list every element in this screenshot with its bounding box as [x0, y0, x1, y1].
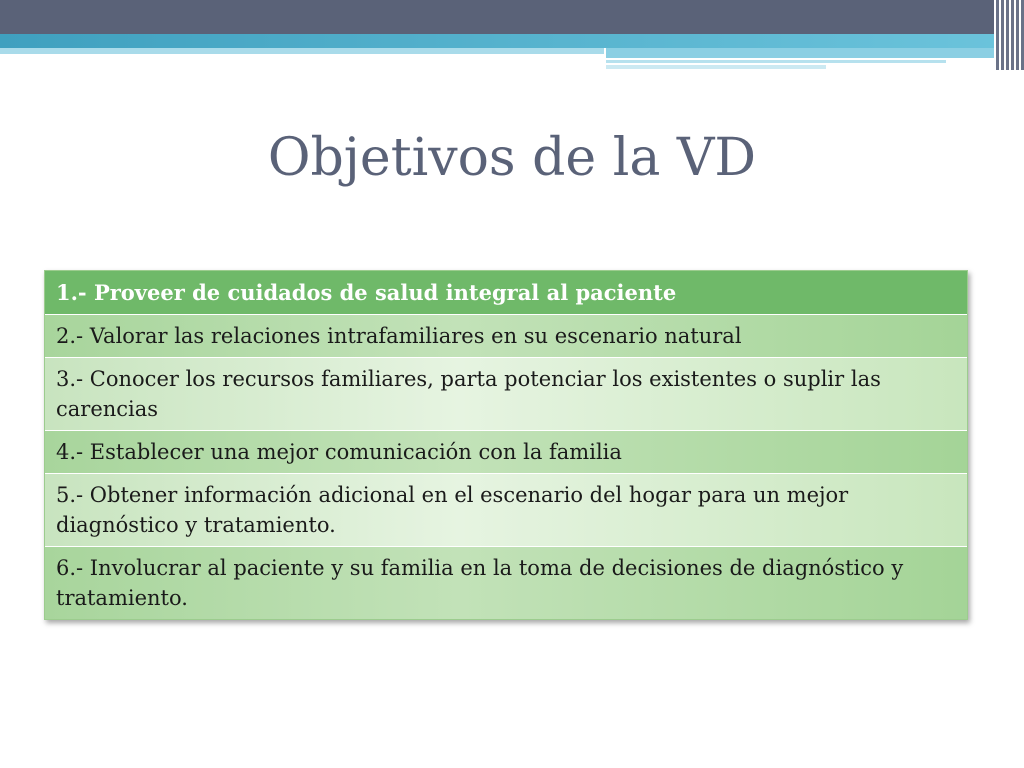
decorative-stripes	[994, 0, 1024, 70]
top-band-light	[0, 48, 604, 54]
objectives-table	[44, 270, 968, 620]
slide-title: Objetivos de la VD	[267, 128, 757, 188]
top-band-step-3	[606, 65, 826, 69]
objective-row-6: 6.- Involucrar al paciente y su familia en la toma de decisiones de diagnóstico y tratamiento.	[45, 547, 967, 619]
top-band-teal	[0, 34, 1024, 48]
objective-row-1: 1.- Proveer de cuidados de salud integral al paciente	[45, 271, 967, 315]
top-band-step-2	[606, 60, 946, 63]
top-band-dark	[0, 0, 1024, 34]
top-band-step	[606, 48, 1024, 58]
objective-row-3: 3.- Conocer los recursos familiares, parta potenciar los existentes o suplir las carencias	[45, 358, 967, 431]
objective-row-5: 5.- Obtener información adicional en el escenario del hogar para un mejor diagnóstico y tratamiento.	[45, 474, 967, 547]
objective-row-4: 4.- Establecer una mejor comunicación con la familia	[45, 431, 967, 474]
objective-row-2: 2.- Valorar las relaciones intrafamiliares en su escenario natural	[45, 315, 967, 358]
